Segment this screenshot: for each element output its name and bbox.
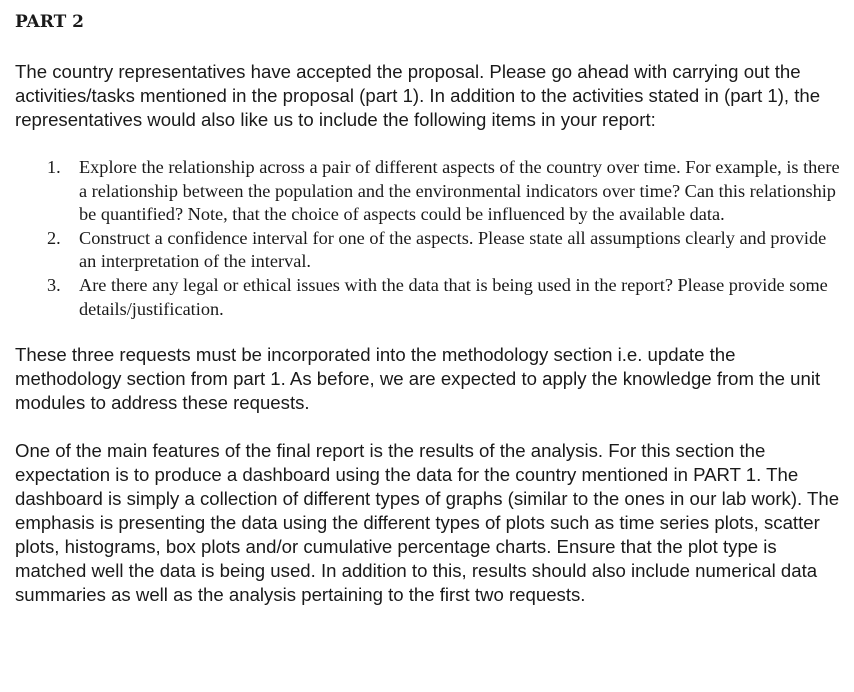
requests-list	[15, 156, 845, 321]
section-heading: PART 2	[15, 12, 84, 32]
list-item-number: 2.	[47, 227, 61, 248]
list-item-text: Are there any legal or ethical issues with the data that is being used in the report? Please provide some details/justification.	[79, 274, 828, 319]
list-item	[15, 156, 845, 227]
intro-paragraph: The country representatives have accepted the proposal. Please go ahead with carrying out the activities/tasks mentioned in the proposal (part 1). In addition to the activities stated in (part 1), the representatives would also like us to include the following items in your report:	[15, 61, 821, 130]
list-item-text: Construct a confidence interval for one of the aspects. Please state all assumptions clearly and provide an interpretation of the interval.	[79, 227, 827, 272]
list-item	[15, 227, 845, 274]
list-item-number: 1.	[47, 157, 61, 177]
list-item	[15, 274, 845, 321]
list-item-text: Explore the relationship across a pair of different aspects of the country over time. For example, is there a relationship between the population and the environmental indicators over time? Can this relationship be quantified? Note, that the choice of aspects could be influenced by the available data.	[79, 157, 840, 225]
list-item-number: 3.	[47, 274, 61, 295]
document-page	[15, 0, 845, 607]
results-paragraph: One of the main features of the final report is the results of the analysis. For this section the expectation is to produce a dashboard using the data for the country mentioned in PART 1. The dashboard is simply a collection of different types of graphs (similar to the ones in our lab work). The emphasis is presenting the data using the different types of plots such as time series plots, scatter plots, histograms, box plots and/or cumulative percentage charts. Ensure that the plot type is matched well the data is being used. In addition to this, results should also include numerical data summaries as well as the analysis pertaining to the first two requests.	[15, 440, 840, 606]
methodology-paragraph: These three requests must be incorporated into the methodology section i.e. update the methodology section from part 1. As before, we are expected to apply the knowledge from the unit modules to address these requests.	[15, 344, 821, 414]
